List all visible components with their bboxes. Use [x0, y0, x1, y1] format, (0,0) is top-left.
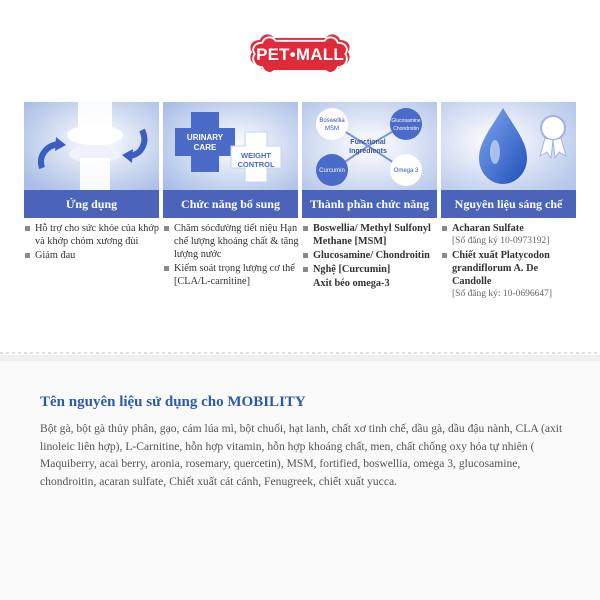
- ingredients-text: Bột gà, bột gà thủy phân, gạo, cám lúa mì, bột chuối, hạt lanh, chất xơ tinh chế, dầu gà, dầu đậu nành, CLA (axit linoleic liên hợp), L-Carnitine, hỗn hợp vitamin, hỗn hợp khoáng chất, men, chất chống oxy hóa tự nhiên ( Maquiberry, acai berry, aronia, rosemary, quercetin), MSM, fortified, boswellia, omega 3, glucosamine, chondroitin, acaran sulfate, Chiết xuất cát cánh, Fenugreek, chiết xuất yucca.: [40, 422, 563, 488]
- joint-bone-icon: [24, 102, 159, 190]
- list-item: Glucosamine/ Chondroitin: [302, 249, 440, 262]
- list-item: Boswellia/ Methyl Sulfonyl Methane [MSM]: [302, 222, 440, 248]
- usage-column: [24, 222, 162, 263]
- ingredients-column: [302, 222, 440, 291]
- list-item: [441, 249, 579, 301]
- list-item: Hỗ trợ cho sức khỏe của khớp và khớp chỏm xương đùi: [24, 222, 162, 248]
- functions-column: [163, 222, 301, 289]
- art-label-functional: Functional: [350, 139, 386, 146]
- patent-name: Acharan Sulfate: [452, 223, 524, 234]
- patent-name: Chiết xuất Platycodon grandiflorum A. De Candolle: [452, 250, 550, 287]
- patent-reg: [Số đăng ký: 10-0696647]: [452, 289, 553, 299]
- list-item: Chăm sócđường tiết niệu Hạn chế lượng khoáng chất & tăng lượng nước: [163, 222, 301, 261]
- card-ingredients: [302, 102, 437, 218]
- logo-text: PET•MALL: [256, 45, 344, 64]
- section-title: Tên nguyên liệu sử dụng cho MOBILITY: [40, 394, 306, 410]
- art-label-urinary: URINARY: [186, 133, 224, 142]
- card-title: Nguyên liệu sáng chế: [441, 190, 576, 218]
- dashed-divider: [0, 348, 600, 358]
- card-usage: [24, 102, 159, 218]
- art-label-ingredients: Ingredients: [349, 148, 387, 155]
- ingredient-diagram-icon: [302, 102, 437, 190]
- art-label-curcumin: Curcumin: [319, 168, 345, 174]
- art-label-msm: MSM: [325, 126, 339, 132]
- card-patents: [441, 102, 576, 218]
- brand-logo: [0, 34, 600, 84]
- card-title: Thành phần chức năng: [302, 190, 437, 218]
- patents-column: [441, 222, 579, 302]
- art-label-weight: WEIGHT: [241, 151, 271, 160]
- list-item: Kiểm soát trọng lượng cơ thể [CLA/L-carnitine]: [163, 262, 301, 288]
- art-label-glucosamine: Glucosamine: [391, 118, 421, 124]
- card-functions: [163, 102, 298, 218]
- water-drop-award-icon: [441, 102, 576, 190]
- art-label-control: CONTROL: [237, 160, 275, 169]
- card-title: Chức năng bổ sung: [163, 190, 298, 218]
- art-label-chondroitin: Chondroitin: [393, 126, 419, 132]
- list-item: Nghệ [Curcumin]: [302, 263, 440, 276]
- art-label-boswellia: Boswellia: [319, 118, 345, 124]
- cross-badge-icon: [163, 102, 298, 190]
- logo-badge: [246, 34, 354, 78]
- list-item: Giảm đau: [24, 249, 162, 262]
- list-item: Axit béo omega-3: [313, 278, 390, 289]
- list-item: [441, 222, 579, 248]
- card-title: Ứng dụng: [24, 190, 159, 218]
- art-label-care: CARE: [193, 143, 217, 152]
- patent-reg: [Số đăng ký 10-0973192]: [452, 236, 550, 246]
- art-label-omega: Omega 3: [393, 168, 419, 174]
- feature-cards: [24, 102, 576, 218]
